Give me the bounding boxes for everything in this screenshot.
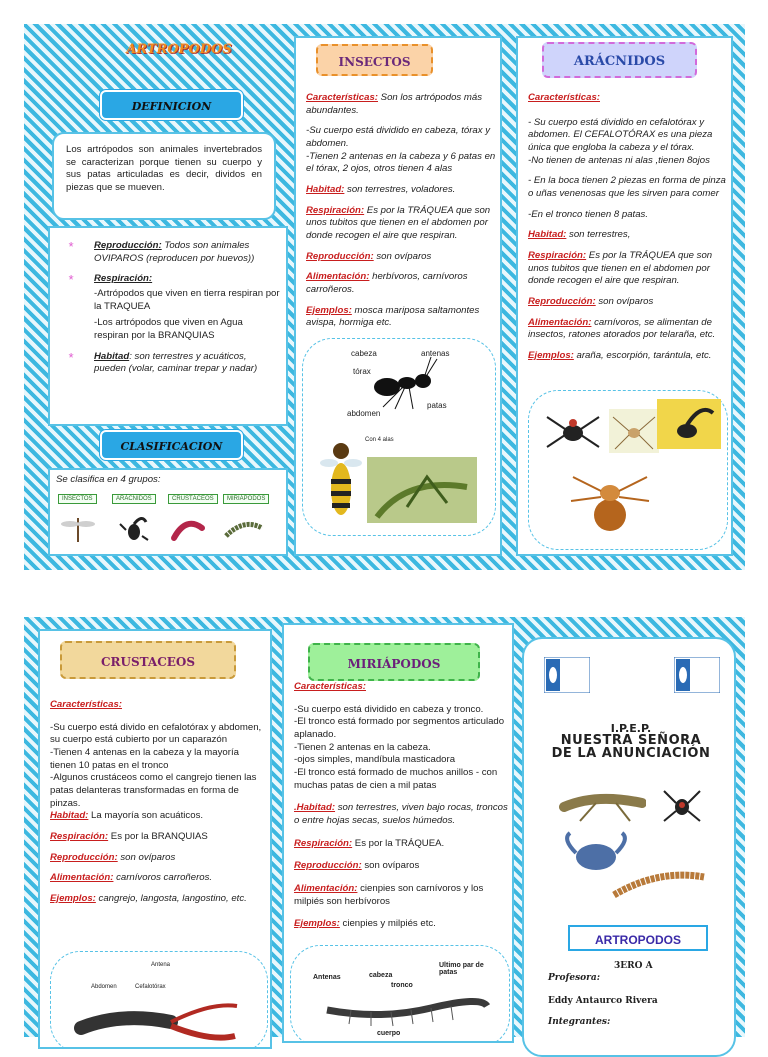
miriapodos-ejemplos-label: Ejemplos:	[294, 918, 340, 930]
miriapodos-title: MIRIÁPODOS	[308, 643, 480, 681]
insectos-line-1: -Su cuerpo está dividido en cabeza, tórax y abdomen.	[306, 125, 490, 149]
aracnidos-habitad-text: son terrestres,	[566, 229, 631, 241]
miriapodos-line-4: -ojos simples, mandíbula masticadora	[294, 754, 456, 766]
miriapodos-reproduccion-label: Reproducción:	[294, 860, 362, 872]
scorpion-icon	[116, 514, 152, 544]
crustaceos-habitad-label: Habitad:	[50, 810, 89, 822]
crustaceos-reproduccion-text: son ovíparos	[117, 851, 176, 863]
crustaceos-caracteristicas-label: Características:	[50, 699, 122, 710]
grade-label: 3ERO A	[614, 961, 653, 971]
crustaceos-line-1: -Su cuerpo está divido en cefalotórax y abdomen, su cuerpo está cubierto por un caparazón	[50, 721, 262, 746]
crustaceos-image-area	[50, 951, 268, 1049]
insectos-respiracion-label: Respiración:	[306, 204, 365, 216]
crustaceos-alimentacion-label: Alimentación:	[50, 872, 114, 884]
respiracion-label: Respiración:	[94, 273, 153, 285]
label-ultimo-par: Ultimo par de patas	[439, 962, 484, 976]
aracnidos-reproduccion-label: Reproducción:	[528, 295, 596, 307]
label-patas: patas	[427, 401, 447, 410]
dragonfly-icon	[58, 514, 98, 544]
wasp-icon	[319, 429, 363, 529]
miriapodos-body	[294, 681, 508, 931]
aracnidos-reproduccion-text: son ovíparos	[595, 295, 654, 307]
miriapodos-line-1: -Su cuerpo está dividido en cabeza y tronco.	[294, 703, 484, 715]
crustaceos-respiracion-text: Es por la BRANQUIAS	[108, 830, 208, 842]
crustaceos-alimentacion-text: carnívoros carroñeros.	[113, 872, 213, 884]
aracnidos-line-2: -No tienen de antenas ni alas ,tienen 8ojos	[528, 154, 710, 166]
label-antenas: Antenas	[313, 974, 341, 981]
label-tronco: tronco	[391, 982, 413, 989]
crustaceos-ejemplos-text: cangrejo, langosta, langostino, etc.	[95, 892, 247, 904]
miriapodos-line-3: -Tienen 2 antenas en la cabeza.	[294, 741, 431, 753]
panel-miriapodos	[282, 623, 514, 1043]
miriapodos-habitad-label: .Habitad:	[294, 802, 336, 814]
miriapodos-alimentacion-text: cienpies son carnívoros y los milpiés son herbívoros	[294, 882, 484, 907]
aracnidos-respiracion-label: Respiración:	[528, 249, 587, 261]
item-habitad	[68, 349, 280, 376]
profesora-name: Eddy Antaurco Rivera	[548, 996, 658, 1006]
aracnidos-image-area	[528, 390, 728, 550]
miriapodos-ejemplos-text: cienpies y milpiés etc.	[339, 918, 436, 930]
insectos-reproduccion-text: son ovíparos	[373, 250, 432, 262]
asterisk-icon: *	[68, 349, 74, 365]
insectos-ejemplos-label: Ejemplos:	[306, 304, 352, 316]
miriapodos-image-area	[290, 945, 510, 1043]
respiracion-line-1: -Artrópodos que viven en tierra respiran por la TRAQUEA	[94, 287, 280, 312]
mantis-image	[367, 457, 477, 523]
artropodos-items-box	[48, 226, 288, 426]
label-cabeza: cabeza	[351, 349, 377, 358]
panel-portada	[522, 637, 736, 1057]
clasificacion-box	[48, 468, 288, 556]
aracnidos-ejemplos-label: Ejemplos:	[528, 349, 574, 361]
aracnidos-line-1: - Su cuerpo está dividido en cefalotórax y abdomen. El CEFALOTÓRAX es una pieza única que engloba la cabeza y el tórax.	[528, 116, 713, 153]
clasificacion-label: CLASIFICACION	[100, 430, 243, 460]
crustaceos-line-2: -Tienen 4 antenas en la cabeza y la mayoría tienen 10 patas en el tronco	[50, 746, 239, 771]
aracnidos-alimentacion-text: carnívoros, se alimentan de insectos, ratones atorados por telaraña, etc.	[528, 316, 716, 341]
miriapodos-line-5: -El tronco está formado de muchos anillos - con muchas patas de cien a mil patas	[294, 766, 498, 791]
reproduccion-text: Todos son animales OVIPAROS (reproducen por huevos))	[94, 240, 255, 264]
lobster-icon	[71, 992, 241, 1049]
insectos-respiracion-text: Es por la TRÁQUEA que son unos tubitos que tienen en el abdomen por donde recogen el aire que respiran.	[306, 204, 491, 241]
grasshopper-icon	[556, 783, 646, 823]
scorpion-image	[657, 399, 721, 449]
centipede-diagram-icon	[321, 990, 491, 1030]
portada-collage	[552, 777, 712, 907]
crustaceos-respiracion-label: Respiración:	[50, 830, 109, 842]
centipede-icon	[222, 514, 266, 544]
insectos-habitad-label: Habitad:	[306, 183, 345, 195]
insectos-caracteristicas-label: Características:	[306, 92, 378, 103]
school-line-3: DE LA ANUNCIACIÓN	[551, 746, 711, 761]
aracnidos-caracteristicas-label: Características:	[528, 92, 600, 103]
panel-aracnidos	[516, 36, 733, 556]
crustaceos-habitad-text: La mayoría son acuáticos.	[88, 810, 204, 822]
crustaceos-reproduccion-label: Reproducción:	[50, 851, 118, 863]
centipede-cover-icon	[608, 863, 708, 903]
group-miriapodos: MIRIÁPODOS	[223, 494, 269, 504]
insectos-image-area	[302, 338, 496, 536]
insectos-alimentacion-text: herbívoros, carnívoros carroñeros.	[306, 271, 468, 295]
label-cabeza: cabeza	[369, 972, 393, 979]
bottom-sheet	[24, 617, 745, 1037]
panel-artropodos	[36, 36, 289, 556]
definicion-label: DEFINICION	[100, 90, 243, 120]
school-logo-right-icon	[674, 657, 720, 693]
habitad-text: : son terrestres y acuáticos, pueden (volar, caminar trepar y nadar)	[94, 350, 258, 375]
reproduccion-label: Reproducción:	[94, 240, 162, 251]
item-reproduccion	[68, 239, 280, 265]
group-crustaceos: CRUSTÁCEOS	[168, 494, 218, 504]
miriapodos-caracteristicas-label: Características:	[294, 681, 366, 692]
insectos-ejemplos-text: mosca mariposa saltamontes avispa, hormiga etc.	[306, 304, 480, 329]
group-insectos: INSECTOS	[58, 494, 97, 504]
aracnidos-body	[528, 92, 726, 363]
miriapodos-respiracion-label: Respiración:	[294, 837, 353, 849]
asterisk-icon: *	[68, 239, 74, 254]
label-abdomen: abdomen	[347, 409, 381, 418]
clasificacion-text: Se clasifica en 4 grupos:	[56, 474, 161, 485]
spider-cover-icon	[662, 785, 702, 825]
integrantes-label: Integrantes:	[548, 1017, 611, 1027]
label-cefalotorax: Cefalotórax	[135, 984, 166, 990]
top-sheet	[24, 24, 745, 570]
insectos-reproduccion-label: Reproducción:	[306, 250, 374, 262]
aracnidos-title: ARÁCNIDOS	[542, 42, 697, 78]
panel-insectos	[294, 36, 502, 556]
insectos-habitad-text: son terrestres, voladores.	[344, 183, 456, 195]
miriapodos-habitad-text: son terrestres, viven bajo rocas, troncos o entre hojas secas, suelos húmedos.	[294, 802, 508, 826]
crustaceos-ejemplos-label: Ejemplos:	[50, 892, 96, 904]
item-respiracion	[68, 272, 280, 342]
aracnidos-tronco: -En el tronco tienen 8 patas.	[528, 208, 648, 220]
label-cuerpo: cuerpo	[377, 1030, 401, 1037]
insectos-caracteristicas-text: Son los artrópodos más abundantes.	[306, 92, 482, 116]
crustaceos-title: CRUSTACEOS	[60, 641, 236, 679]
insectos-body	[306, 92, 496, 330]
aracnidos-ejemplos-text: araña, escorpión, tarántula, etc.	[573, 349, 712, 361]
insectos-line-2: -Tienen 2 antenas en la cabeza y 6 patas en el tórax, 2 ojos, otros tienen 4 alas	[306, 150, 496, 175]
aracnidos-habitad-label: Habitad:	[528, 229, 567, 241]
label-torax: tórax	[353, 367, 371, 376]
habitad-label: Habitad	[94, 350, 130, 362]
aracnidos-boca: - En la boca tienen 2 piezas en forma de pinza o uñas venenosas que les sirven para comer	[528, 175, 726, 199]
insectos-alimentacion-label: Alimentación:	[306, 271, 370, 283]
definicion-text: Los artrópodos son animales invertebrados se caracterizan porque tienen su cuerpo y sus patas articuladas es decir, dividos en piezas que se mueven.	[66, 144, 262, 193]
spider-anatomy-icon	[565, 469, 655, 541]
miriapodos-respiracion-text: Es por la TRÁQUEA.	[352, 837, 445, 849]
label-alas: Con 4 alas	[365, 437, 394, 443]
school-line-1: I.P.E.P.	[610, 722, 652, 735]
aracnidos-respiracion-text: Es por la TRÁQUEA que son unos tubitos que tienen en el abdomen por donde recogen el aire que respiran.	[528, 249, 713, 287]
school-line-2: NUESTRA SEÑORA	[560, 733, 702, 748]
school-name	[530, 723, 732, 760]
miriapodos-line-2: -El tronco está formado por segmentos articulado aplanado.	[294, 716, 505, 740]
artropodos-title: ARTROPODOS	[126, 42, 232, 57]
label-antenas: antenas	[421, 349, 450, 358]
definicion-box	[52, 132, 276, 220]
crustaceos-line-3: -Algunos crustáceos como el cangrejo tienen las patas delanteras transformadas en forma de pinzas.	[50, 772, 257, 809]
miriapodos-reproduccion-text: son ovíparos	[361, 860, 420, 872]
profesora-label: Profesora:	[548, 973, 601, 983]
panel-crustaceos	[38, 629, 272, 1049]
asterisk-icon: *	[68, 272, 74, 288]
subject-label: ARTROPODOS	[568, 925, 708, 951]
label-abdomen: Abdomen	[91, 984, 117, 990]
shrimp-icon	[168, 514, 208, 544]
respiracion-line-2: -Los artrópodos que viven en Agua respiran por la BRANQUIAS	[94, 317, 243, 341]
school-logo-left-icon	[544, 657, 590, 693]
label-antena: Antena	[151, 962, 171, 968]
tarantula-icon	[543, 407, 603, 457]
spider-icon	[609, 409, 659, 453]
crustaceos-body	[50, 699, 264, 906]
aracnidos-alimentacion-label: Alimentación:	[528, 316, 592, 328]
group-aracnidos: ARÁCNIDOS	[112, 494, 156, 504]
miriapodos-alimentacion-label: Alimentación:	[294, 882, 358, 894]
insectos-title: INSECTOS	[316, 44, 433, 76]
